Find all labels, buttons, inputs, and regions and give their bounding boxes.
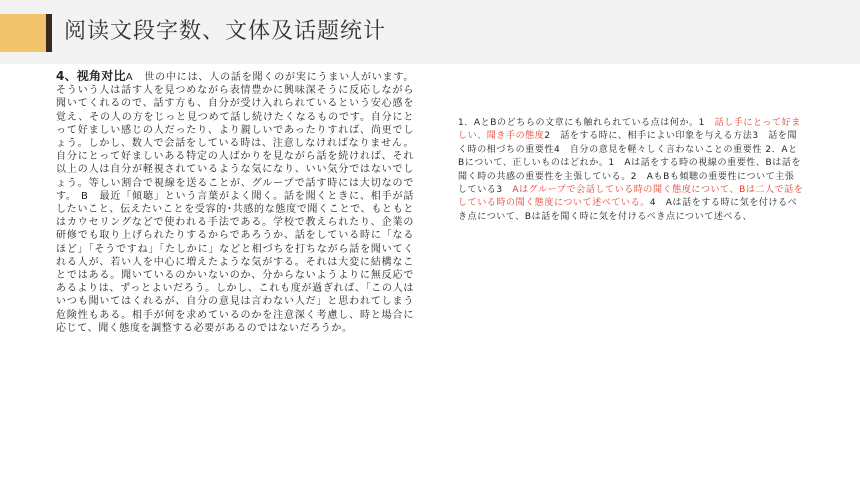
reading-passage (56, 70, 414, 335)
passage-body: A 世の中には、人の話を聞くのが実にうまい人がいます。そういう人は話す人を見つめながら表情豊かに興味深そうに反応しながら聞いてくれるので、話す方も、自分が受け入れられているという安心感を覚え、その人の方をじっと見つめて話し続けたくなるものです。自分にとって好ましい感じの人だったり、より親しいであったりすれば、尚更でしょう。しかし、数人で会話をしている時は、注意しなければなりません。自分にとって好ましいある特定の人ばかりを見ながら話を続ければ、それ以上の人は自分が軽視されているような気になり、いい気分ではないでしょう。等しい割合で視線を送ることが、グループで話す時には大切なのです。 B 最近「傾聴」という言葉がよく聞く。話を聞くときに、相手が話したいこと、伝えたいことを受容的･共感的な態度で聞くことで、もともとはカウセリングなどで使われる手法である。学校で教えられたり、企業の研修でも取り上げられたりするからであろうか、話をしている時に「なるほど」「そうですね」「たしかに」などと相づちを打ちながら話を聞いてくれる人が、若い人を中心に増えたような気がする。それは大変に結構なことではある。聞いているのかいないのか、分からないようよりに無反応であるよりは、ずっとよいだろう。しかし、これも度が過ぎれば、「この人はいつも聞いてはくれるが、自分の意見は言わない人だ」と思われてしまう危険性もある。相手が何を求めているのかを注意深く考慮し、時と場合に応じて、聞く態度を調整する必要があるのではないだろうか。 (56, 72, 414, 334)
highlighted-answer-1: 話し手にとって好ましい、聞き手の態度 (458, 118, 801, 142)
question-text-2: 2 話をする時に、相手によい印象を与える方法3 話を聞く時の相づちの重要性4 自分の意見を軽々しく言わないことの重要性 2．AとBについて、正しいものはどれか。1 Aは話をする時の視線の重要性、Bは話を聞く時の共感の重要性を主張している。2 AもBも傾聴の重要性について主張している3 (458, 131, 802, 196)
title-bar (0, 0, 860, 64)
title-accent-block (0, 14, 46, 52)
page-title: 阅读文段字数、文体及话题统计 (64, 19, 387, 44)
highlighted-answer-2: Aはグループで会話している時の聞く態度について、Bは二人で話をしている時の聞く態度について述べている。 (458, 185, 804, 209)
question-text-1: 1．AとBのどちらの文章にも触れられている点は何か。1 (458, 118, 715, 128)
title-accent-divider (46, 14, 52, 52)
question-text-3: 4 Aは話をする時に気を付けるべき点について、Bは話を聞く時に気を付けるべき点について述べる、 (458, 198, 798, 222)
question-block (458, 117, 804, 224)
passage-heading: 4、视角对比 (56, 69, 126, 83)
